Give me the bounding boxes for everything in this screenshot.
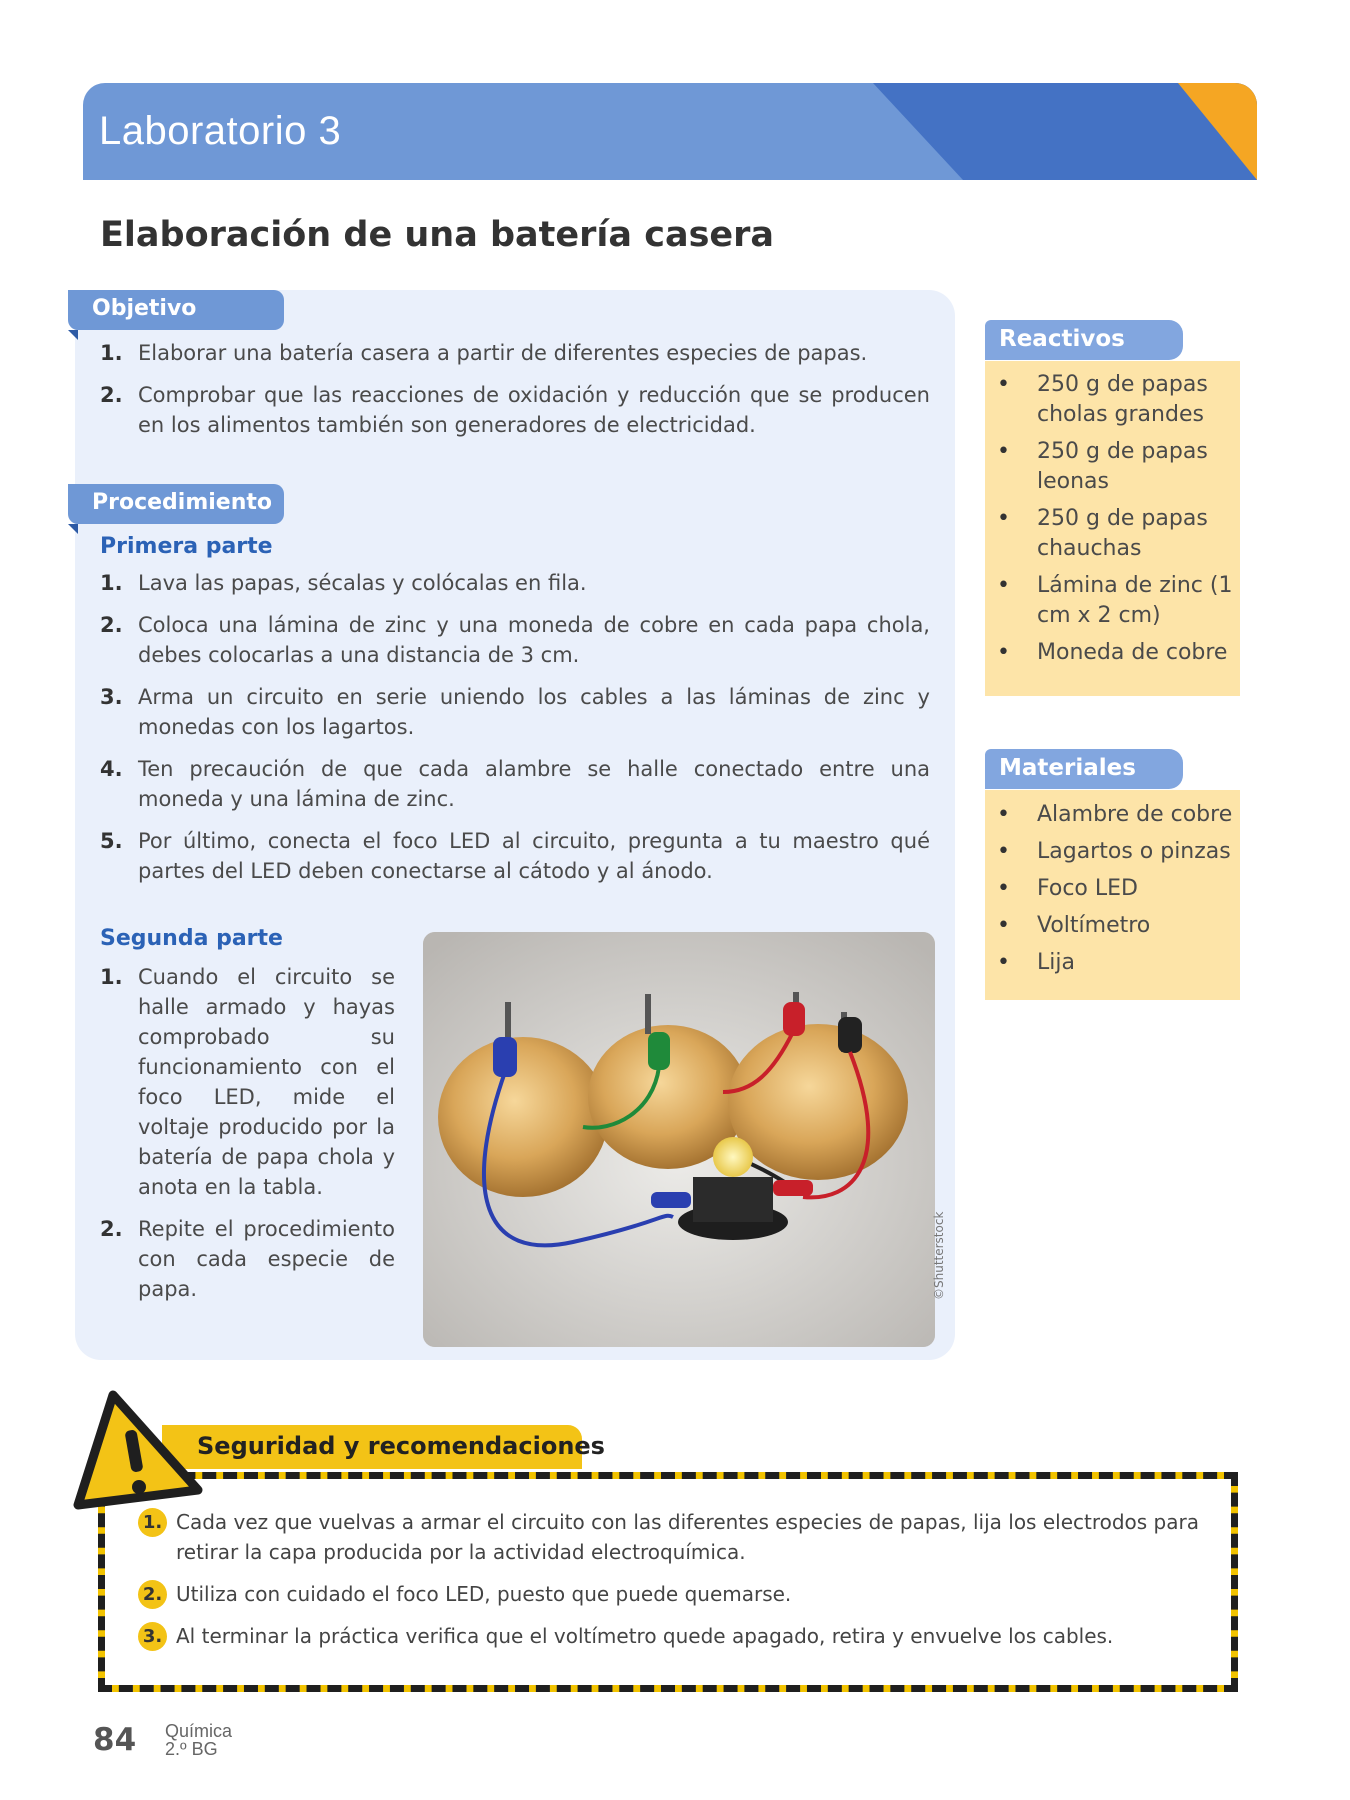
list-item: • 250 g de papas leonas xyxy=(995,437,1235,497)
photo-credit: ©Shutterstock xyxy=(932,1211,946,1300)
primera-parte-list xyxy=(100,568,930,898)
list-item: • Alambre de cobre xyxy=(995,800,1235,830)
page-title: Elaboración de una batería casera xyxy=(100,215,775,255)
list-item: 3. Arma un circuito en serie uniendo los cables a las láminas de zinc y monedas con los lagartos. xyxy=(100,685,930,739)
list-item: 1. Cada vez que vuelvas a armar el circuito con las diferentes especies de papas, lija los electrodos para retirar la capa producida por la actividad electroquímica. xyxy=(138,1507,1213,1567)
header-banner xyxy=(83,83,1257,180)
list-item: 1. Cuando el circuito se halle armado y hayas comprobado su funcionamiento con el foco LED, mide el voltaje producido por la batería de papa chola y anota en la tabla. xyxy=(100,965,395,1199)
list-item: • 250 g de papas chauchas xyxy=(995,504,1235,564)
list-item: 2. Comprobar que las reacciones de oxidación y reducción que se producen en los alimentos también son generadores de electricidad. xyxy=(100,383,930,437)
procedimiento-label: Procedimiento xyxy=(68,484,284,524)
page-number: 84 xyxy=(93,1722,137,1758)
list-item: • Voltímetro xyxy=(995,911,1235,941)
list-item: 3. Al terminar la práctica verifica que el voltímetro quede apagado, retira y envuelve los cables. xyxy=(138,1621,1213,1651)
potato-battery-photo xyxy=(423,932,935,1347)
footer-subject xyxy=(165,1722,232,1758)
segunda-parte-title: Segunda parte xyxy=(100,926,283,951)
list-item: • Lámina de zinc (1 cm x 2 cm) xyxy=(995,571,1235,631)
objetivo-list xyxy=(100,338,930,452)
safety-list xyxy=(138,1507,1213,1663)
dua-participation: Participación xyxy=(1007,52,1139,75)
materiales-list xyxy=(995,800,1235,985)
segunda-parte-list xyxy=(100,962,395,1316)
materiales-label: Materiales xyxy=(985,749,1183,789)
list-item: 1. Elaborar una batería casera a partir de diferentes especies de papas. xyxy=(100,341,868,365)
list-item: 4. Ten precaución de que cada alambre se halle conectado entre una moneda y una lámina de zinc. xyxy=(100,757,930,811)
list-item: 1. Lava las papas, sécalas y colócalas en fila. xyxy=(100,571,587,595)
list-item: 2. Repite el procedimiento con cada especie de papa. xyxy=(100,1217,395,1301)
list-item: • 250 g de papas cholas grandes xyxy=(995,370,1235,430)
number-badge: 1. xyxy=(138,1508,167,1537)
list-item: 2. Utiliza con cuidado el foco LED, puesto que puede quemarse. xyxy=(138,1579,1213,1609)
lab-title: Laboratorio 3 xyxy=(99,109,342,153)
reactivos-list xyxy=(995,370,1235,675)
list-item: 2. Coloca una lámina de zinc y una moneda de cobre en cada papa chola, debes colocarlas a una distancia de 3 cm. xyxy=(100,613,930,667)
subject-name: Química xyxy=(165,1721,233,1741)
number-badge: 2. xyxy=(138,1580,167,1609)
reactivos-label: Reactivos xyxy=(985,320,1183,360)
list-item: • Moneda de cobre xyxy=(995,638,1235,668)
list-item: • Lagartos o pinzas xyxy=(995,837,1235,867)
warning-icon xyxy=(73,1390,203,1510)
dua-label: DUA xyxy=(1045,22,1101,50)
list-item: • Lija xyxy=(995,948,1235,978)
primera-parte-title: Primera parte xyxy=(100,534,273,559)
list-item: 5. Por último, conecta el foco LED al circuito, pregunta a tu maestro qué partes del LED deben conectarse al cátodo y al ánodo. xyxy=(100,829,930,883)
list-item: • Foco LED xyxy=(995,874,1235,904)
number-badge: 3. xyxy=(138,1622,167,1651)
grade-level: 2.º BG xyxy=(165,1739,218,1759)
safety-title: Seguridad y recomendaciones xyxy=(197,1432,605,1460)
objetivo-label: Objetivo xyxy=(68,290,284,330)
potato-battery-illustration xyxy=(423,932,935,1347)
